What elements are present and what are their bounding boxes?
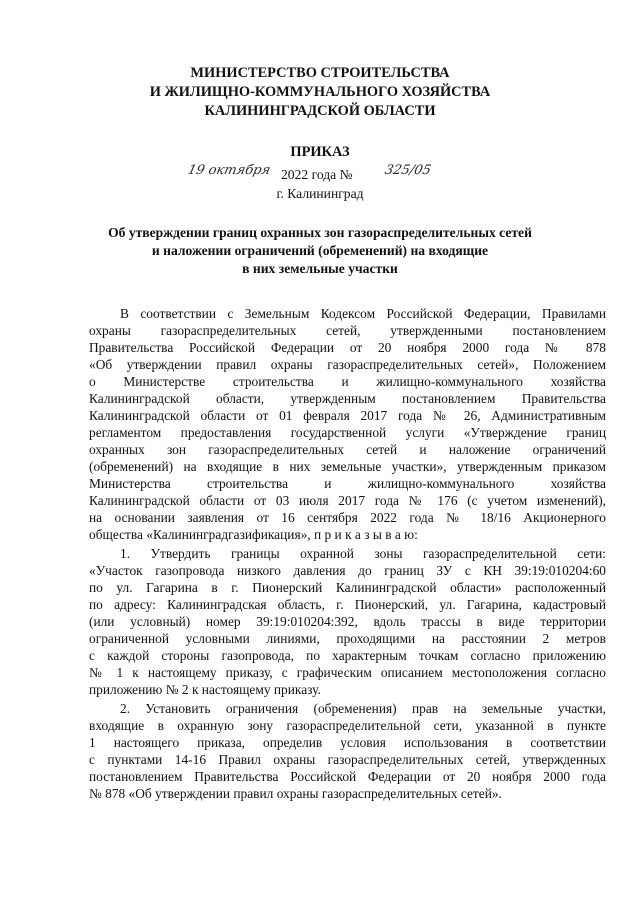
body-line: на основании заявления от 16 сентября 2022 года № 18/16 Акционерного <box>89 510 606 525</box>
body-line: Калининградской области, утвержденным постановлением Правительства <box>89 391 606 406</box>
body-line: общества «Калининградгазификация», п р и к а з ы в а ю: <box>89 527 418 542</box>
body-line: 1. Утвердить границы охранной зоны газораспределительной сети: <box>120 546 606 561</box>
ministry-title-line-3: КАЛИНИНГРАДСКОЙ ОБЛАСТИ <box>204 103 436 119</box>
body-line: № 878 «Об утверждении правил охраны газораспределительных сетей». <box>89 786 502 801</box>
subject-line-2: и наложении ограничений (обременений) на входящие <box>151 243 489 258</box>
body-line: приложению № 2 к настоящему приказу. <box>89 682 321 697</box>
body-line: «Об утверждении правил охраны газораспределительных сетей», Положением <box>89 357 606 372</box>
body-line: по ул. Гагарина в г. Пионерский Калининградской области» расположенный <box>89 580 606 595</box>
body-line: (или условный) номер 39:19:010204:392, вдоль трассы в виде территории <box>89 614 606 629</box>
doc-type-title: ПРИКАЗ <box>290 144 350 160</box>
body-line: с пунктами 14-16 Правил охраны газораспределительных сетей, утвержденных <box>89 752 606 767</box>
body-line: по адресу: Калининградская область, г. Пионерский, ул. Гагарина, кадастровый <box>89 597 606 612</box>
body-line: Калининградской области от 03 июля 2017 года № 176 (с учетом изменений), <box>89 493 606 508</box>
body-line: ограниченной условными линиями, проходящими на расстоянии 2 метров <box>89 631 606 646</box>
body-line: «Участок газопровода низкого давления до границ ЗУ с КН 39:19:010204:60 <box>89 563 606 578</box>
body-line: входящие в охранную зону газораспределительной сети, указанной в пункте <box>89 718 606 733</box>
body-line: о Министерстве строительства и жилищно-коммунального хозяйства <box>89 374 606 389</box>
handwritten-number: 325/05 <box>383 163 433 178</box>
date-year-text: 2022 года № <box>281 167 353 182</box>
ministry-title-line-1: МИНИСТЕРСТВО СТРОИТЕЛЬСТВА <box>190 65 450 81</box>
handwritten-date: 19 октября <box>186 163 272 178</box>
body-line: постановлением Правительства Российской Федерации от 20 ноября 2000 года <box>89 769 606 784</box>
body-line: охраны газораспределительных сетей, утвержденными постановлением <box>89 323 606 338</box>
body-line: с каждой стороны газопровода, по характерным точкам согласно приложению <box>89 648 606 663</box>
ministry-title-line-2: И ЖИЛИЩНО-КОММУНАЛЬНОГО ХОЗЯЙСТВА <box>149 84 491 100</box>
subject-line-1: Об утверждении границ охранных зон газораспределительных сетей <box>108 225 532 240</box>
body-line: (обременений) на входящие в них земельные участки», утвержденным приказом <box>89 459 606 474</box>
body-line: 1 настоящего приказа, определив условия использования в соответствии <box>89 735 606 750</box>
body-line: № 1 к настоящему приказу, с графическим описанием местоположения согласно <box>89 665 606 680</box>
body-line: регламентом предоставления государственной услуги «Утверждение границ <box>89 425 606 440</box>
body-line: Калининградской области от 01 февраля 2017 года № 26, Административным <box>89 408 606 423</box>
body-line: 2. Установить ограничения (обременения) прав на земельные участки, <box>120 701 606 716</box>
body-line: Министерства строительства и жилищно-коммунального хозяйства <box>89 476 606 491</box>
body-line: Правительства Российской Федерации от 20 ноября 2000 года № 878 <box>89 340 606 355</box>
body-line: В соответствии с Земельным Кодексом Российской Федерации, Правилами <box>120 306 606 321</box>
city-line: г. Калининград <box>276 186 364 201</box>
subject-line-3: в них земельные участки <box>242 261 398 276</box>
body-line: охранных зон газораспределительных сетей и наложение ограничений <box>89 442 606 457</box>
